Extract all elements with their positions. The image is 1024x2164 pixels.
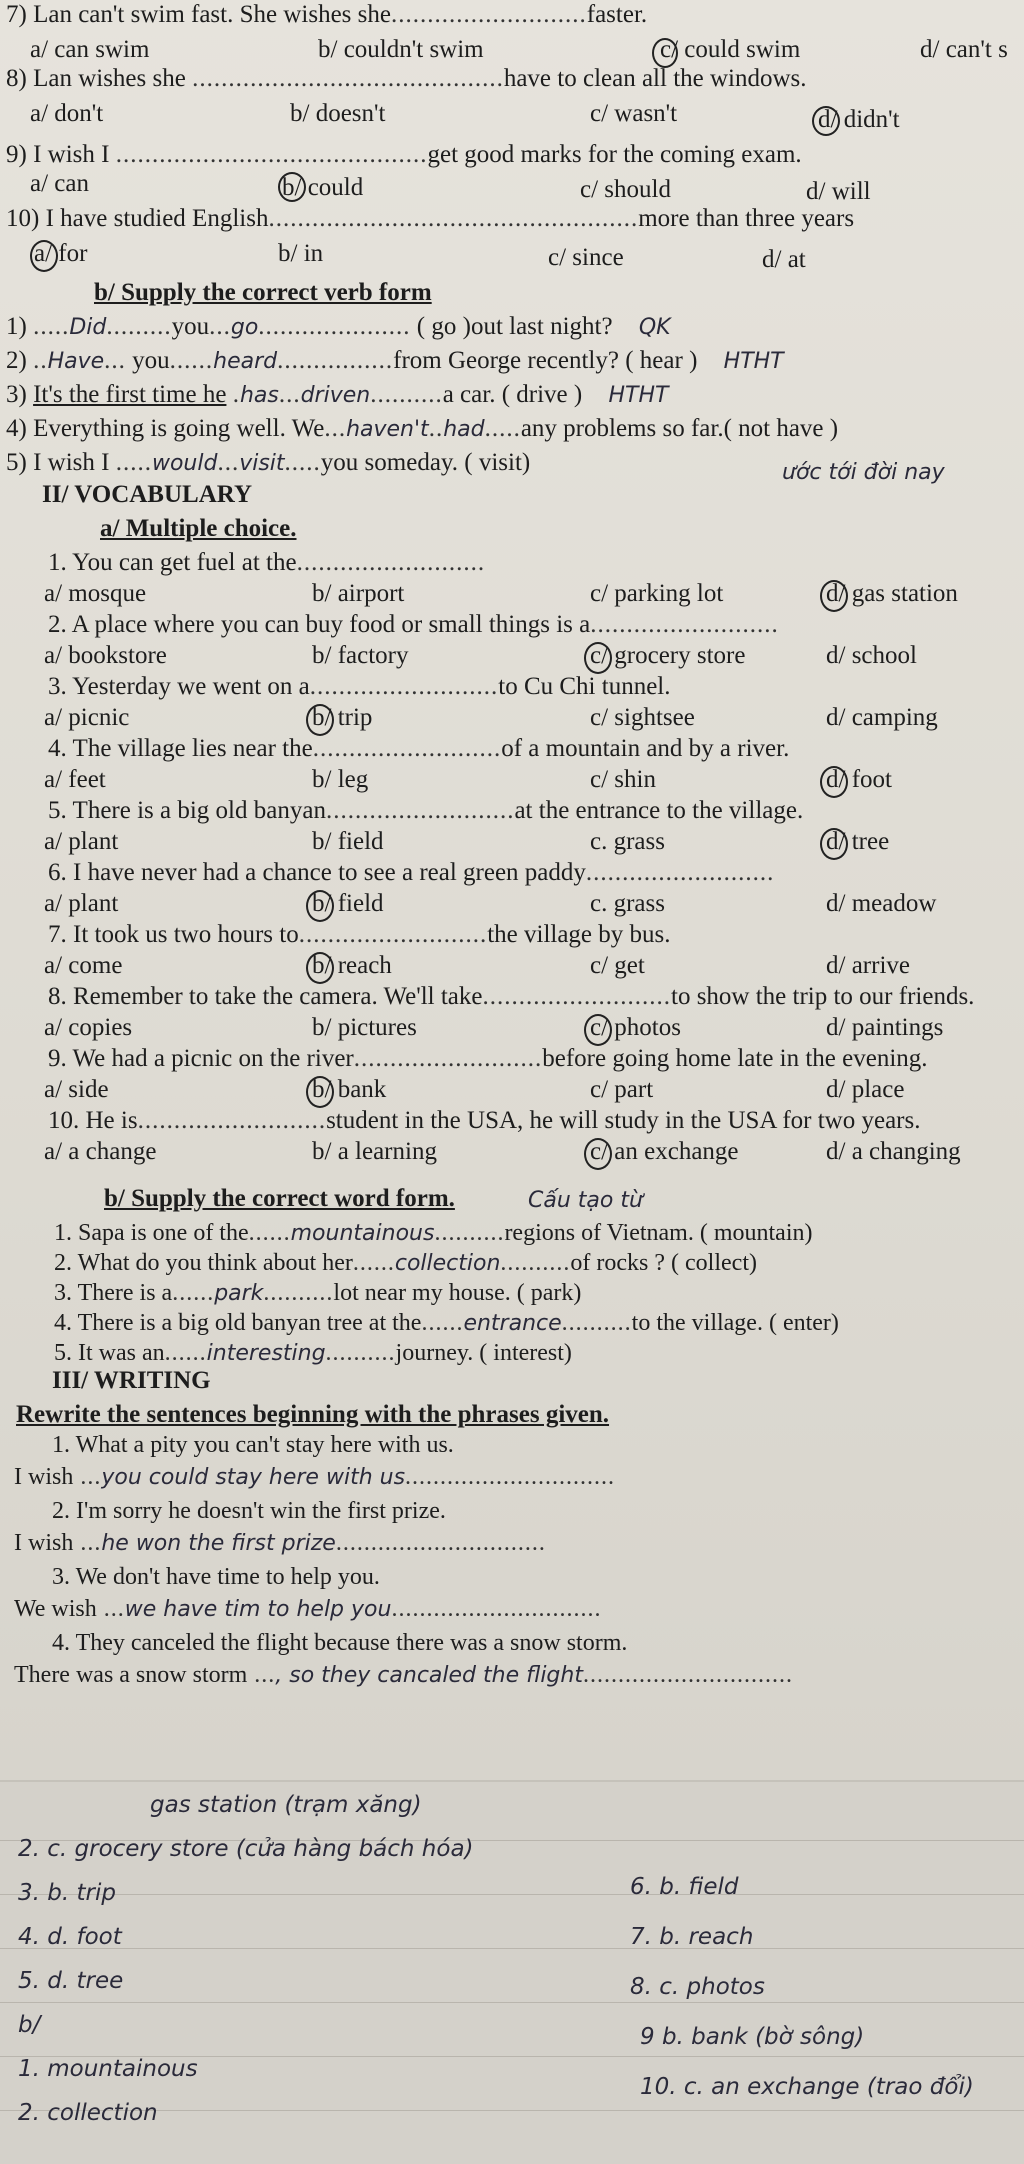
verb-item: 4) Everything is going well. We...haven't..had.....any problems so far.( not have ): [6, 415, 839, 442]
answer-blank: ..........................: [325, 797, 515, 824]
mc-question: [48, 982, 974, 1012]
answer-blank: ..........: [500, 1250, 571, 1276]
answer-blank: ..............................: [335, 1530, 546, 1556]
option-a: a/ feet: [44, 766, 106, 793]
rewrite-prompt: 4. They canceled the flight because there was a snow storm.: [52, 1630, 628, 1656]
handwritten-note: Cấu tạo từ: [528, 1188, 643, 1213]
handwritten-answer: haven't: [346, 417, 429, 442]
handwritten-answer: mountainous: [290, 1221, 435, 1246]
handwritten-notes-paper: [0, 1780, 1024, 2164]
option-d: d/ didn't: [818, 106, 900, 133]
handwritten-answer: Did: [69, 315, 107, 340]
rewrite-prompt: 1. What a pity you can't stay here with us.: [52, 1432, 454, 1458]
option-c: c/ photos: [590, 1014, 681, 1041]
option-b: b/ could: [282, 174, 364, 201]
answer-blank: ...: [73, 1464, 102, 1490]
answer-circle: [306, 952, 334, 984]
question-stem: 3. Yesterday we went on a: [48, 673, 310, 700]
answer-circle: [584, 642, 612, 674]
question-stem: 1. Sapa is one of the: [54, 1220, 249, 1246]
note-line: 5. d. tree: [18, 1968, 124, 1994]
option-d: d/ gas station: [826, 580, 958, 607]
option-c: c/ sightsee: [590, 704, 695, 731]
option-a: a/ mosque: [44, 580, 147, 607]
answer-blank: ..........................: [590, 611, 779, 638]
option-d: d/ tree: [826, 828, 890, 855]
question-stem: 3. There is a: [54, 1280, 173, 1306]
question-end: journey. ( interest): [395, 1340, 572, 1366]
section-title: a/ Multiple choice.: [100, 515, 297, 542]
answer-blank: ..........: [561, 1310, 632, 1336]
verb-item: 1) .....Did.........you...go..................... ( go )out last night? QK: [6, 313, 671, 340]
handwritten-answer: entrance: [463, 1311, 562, 1336]
note-line: gas station (trạm xăng): [150, 1792, 422, 1818]
option-d: d/ camping: [826, 704, 938, 731]
option-d: d/ place: [826, 1076, 905, 1103]
section-title: b/ Supply the correct word form.: [104, 1185, 455, 1212]
question-end: regions of Vietnam. ( mountain): [504, 1220, 813, 1246]
handwritten-note: HTHT: [608, 383, 669, 408]
question-end: to Cu Chi tunnel.: [498, 673, 671, 700]
mc-question: [48, 610, 779, 640]
option-b: b/ doesn't: [290, 100, 386, 127]
answer-circle: [306, 704, 334, 736]
rewrite-answer: [14, 1660, 793, 1691]
answer-start: I wish: [14, 1530, 74, 1556]
section-heading: III/ WRITING: [52, 1367, 211, 1394]
option-c: c. grass: [590, 828, 665, 855]
option-c: c. grass: [590, 890, 665, 917]
word-form-item: [54, 1278, 581, 1309]
option-c: c/ could swim: [660, 36, 801, 63]
note-line: 8. c. photos: [630, 1974, 765, 2000]
answer-circle: [584, 1014, 612, 1046]
option-d: d/ at: [762, 246, 806, 273]
question-end: student in the USA, he will study in the USA for two years.: [326, 1107, 921, 1134]
option-a: a/ a change: [44, 1138, 157, 1165]
answer-blank: ..........................: [309, 673, 499, 700]
answer-circle: [278, 172, 306, 202]
mc-question: [48, 920, 671, 950]
question-stem: 10. He is: [48, 1107, 138, 1134]
question-end: the village by bus.: [487, 921, 671, 948]
section-heading: II/ VOCABULARY: [42, 481, 252, 508]
question-stem: 2. A place where you can buy food or small things is a: [48, 611, 591, 638]
option-a: a/ for: [34, 240, 88, 267]
handwritten-answer: has: [239, 383, 279, 408]
answer-blank: ......: [248, 1220, 291, 1246]
handwritten-answer: visit: [239, 451, 285, 476]
answer-start: There was a snow storm: [14, 1662, 248, 1688]
note-line: 2. collection: [18, 2100, 158, 2126]
rewrite-answer: [14, 1462, 615, 1493]
option-a: a/ can: [30, 170, 89, 197]
answer-blank: ......: [421, 1310, 464, 1336]
note-line: 6. b. field: [630, 1874, 739, 1900]
option-a: a/ come: [44, 952, 123, 979]
option-b: b/ a learning: [312, 1138, 437, 1165]
answer-circle: [812, 106, 840, 136]
option-c: c/ should: [580, 176, 671, 203]
answer-blank: ..........: [325, 1340, 396, 1366]
answer-blank: ..........................: [585, 859, 775, 886]
handwritten-answer: , so they cancaled the flight: [275, 1663, 583, 1688]
answer-blank: ..........................: [137, 1107, 327, 1134]
option-b: b/ leg: [312, 766, 369, 793]
answer-circle: [306, 1076, 334, 1108]
option-a: a/ side: [44, 1076, 109, 1103]
handwritten-answer: he won the first prize: [101, 1531, 336, 1556]
answer-circle: [30, 240, 58, 272]
answer-blank: ......: [352, 1250, 395, 1276]
option-a: a/ bookstore: [44, 642, 167, 669]
answer-start: I wish: [14, 1464, 74, 1490]
option-c: c/ since: [548, 244, 624, 271]
rewrite-prompt: 3. We don't have time to help you.: [52, 1564, 380, 1590]
note-line: 1. mountainous: [18, 2056, 198, 2082]
option-d: d/ can't s: [920, 36, 1008, 63]
question-stem: 5. It was an: [54, 1340, 165, 1366]
option-c: c/ part: [590, 1076, 654, 1103]
note-line: 3. b. trip: [18, 1880, 116, 1906]
option-a: a/ plant: [44, 890, 119, 917]
answer-circle: [820, 766, 848, 798]
handwritten-answer: had: [443, 417, 485, 442]
answer-blank: ..........................: [312, 735, 502, 762]
option-a: a/ copies: [44, 1014, 133, 1041]
mc-question: [48, 734, 789, 764]
answer-blank: ..........................: [353, 1045, 543, 1072]
answer-start: We wish: [14, 1596, 97, 1622]
question-end: to show the trip to our friends.: [671, 983, 975, 1010]
answer-blank: ...: [247, 1662, 276, 1688]
option-a: a/ picnic: [44, 704, 130, 731]
question-stem: 4. There is a big old banyan tree at the: [54, 1310, 422, 1336]
option-b: b/ couldn't swim: [318, 36, 484, 63]
rewrite-answer: [14, 1594, 601, 1625]
verb-item: 3) It's the first time he .has...driven..........a car. ( drive ) HTHT: [6, 381, 669, 408]
question-8: 8) Lan wishes she ...........................................have to clean all the windows.: [6, 65, 807, 92]
note-line: 9 b. bank (bờ sông): [640, 2024, 865, 2050]
question-end: of a mountain and by a river.: [501, 735, 790, 762]
handwritten-answer: driven: [300, 383, 371, 408]
answer-blank: ..........: [434, 1220, 505, 1246]
handwritten-note: QK: [638, 315, 671, 340]
question-end: at the entrance to the village.: [514, 797, 804, 824]
option-d: d/ a changing: [826, 1138, 961, 1165]
option-b: b/ factory: [312, 642, 409, 669]
answer-blank: ..............................: [391, 1596, 602, 1622]
question-end: to the village. ( enter): [631, 1310, 839, 1336]
option-b: b/ field: [312, 828, 384, 855]
option-c: c/ grocery store: [590, 642, 746, 669]
handwritten-answer: heard: [213, 349, 278, 374]
option-d: d/ arrive: [826, 952, 910, 979]
word-form-item: [54, 1308, 839, 1339]
question-stem: 2. What do you think about her: [54, 1250, 353, 1276]
verb-item: 5) I wish I .....would...visit.....you someday. ( visit): [6, 449, 531, 476]
handwritten-answer: park: [214, 1281, 264, 1306]
handwritten-answer: Have: [47, 349, 105, 374]
option-b: b/ field: [312, 890, 384, 917]
answer-circle: [820, 580, 848, 612]
note-line: 10. c. an exchange (trao đổi): [640, 2074, 974, 2100]
answer-circle: [584, 1138, 612, 1170]
word-form-item: [54, 1338, 572, 1369]
handwritten-answer: you could stay here with us: [101, 1465, 406, 1490]
option-c: c/ get: [590, 952, 645, 979]
note-line: b/: [18, 2012, 41, 2038]
mc-question: [48, 1044, 928, 1074]
handwritten-note: HTHT: [723, 349, 784, 374]
word-form-item: [54, 1218, 813, 1249]
option-a: a/ don't: [30, 100, 104, 127]
answer-circle: [306, 890, 334, 922]
question-stem: 7) Lan can't swim fast. She wishes she: [6, 1, 391, 28]
question-end: before going home late in the evening.: [542, 1045, 928, 1072]
question-stem: 8. Remember to take the camera. We'll take: [48, 983, 483, 1010]
mc-question: [48, 796, 803, 826]
answer-blank: ..........: [263, 1280, 334, 1306]
answer-blank: ..............................: [405, 1464, 616, 1490]
option-d: d/ paintings: [826, 1014, 944, 1041]
note-line: 7. b. reach: [630, 1924, 754, 1950]
handwritten-answer: would: [151, 451, 218, 476]
handwritten-answer: collection: [394, 1251, 501, 1276]
handwritten-answer: we have tim to help you: [124, 1597, 392, 1622]
option-c: c/ shin: [590, 766, 656, 793]
handwritten-note: ước tới đời nay: [782, 460, 945, 485]
answer-blank: ......: [164, 1340, 207, 1366]
question-stem: 7. It took us two hours to: [48, 921, 299, 948]
question-stem: 4. The village lies near the: [48, 735, 313, 762]
answer-circle: [820, 828, 848, 860]
question-9: 9) I wish I ...........................................get good marks for the coming exam.: [6, 141, 802, 168]
option-d: d/ will: [806, 178, 871, 205]
handwritten-answer: go: [230, 315, 259, 340]
question-10: 10) I have studied English...................................................more than three years: [6, 205, 855, 232]
question-stem: 9. We had a picnic on the river: [48, 1045, 354, 1072]
question-stem: 5. There is a big old banyan: [48, 797, 326, 824]
question-stem: 1. You can get fuel at the: [48, 549, 297, 576]
option-b: b/ reach: [312, 952, 392, 979]
answer-blank: ..........................: [298, 921, 488, 948]
answer-blank: ..........................: [296, 549, 486, 576]
option-d: d/ meadow: [826, 890, 937, 917]
answer-blank: ...: [73, 1530, 102, 1556]
option-d: d/ foot: [826, 766, 892, 793]
question-end: faster.: [586, 1, 648, 28]
question-stem: 6. I have never had a chance to see a real green paddy: [48, 859, 586, 886]
section-title: b/ Supply the correct verb form: [94, 279, 432, 306]
answer-blank: ..............................: [582, 1662, 793, 1688]
answer-blank: ..........................: [482, 983, 671, 1010]
section-title: Rewrite the sentences beginning with the phrases given.: [16, 1401, 610, 1428]
answer-blank: ......: [172, 1280, 215, 1306]
handwritten-answer: interesting: [206, 1341, 326, 1366]
verb-item: 2) ..Have... you......heard................from George recently? ( hear ) HTHT: [6, 347, 784, 374]
option-d: d/ school: [826, 642, 917, 669]
option-b: b/ trip: [312, 704, 373, 731]
option-c: c/ parking lot: [590, 580, 724, 607]
rewrite-answer: [14, 1528, 546, 1559]
option-c: c/ an exchange: [590, 1138, 739, 1165]
word-form-item: [54, 1248, 757, 1279]
question-7: 7) Lan can't swim fast. She wishes she...........................faster.: [6, 1, 648, 28]
option-b: b/ pictures: [312, 1014, 417, 1041]
mc-question: [48, 858, 774, 888]
mc-question: [48, 548, 485, 578]
note-line: 2. c. grocery store (cửa hàng bách hóa): [18, 1836, 474, 1862]
option-a: a/ plant: [44, 828, 119, 855]
rewrite-prompt: 2. I'm sorry he doesn't win the first prize.: [52, 1498, 446, 1524]
mc-question: [48, 1106, 920, 1136]
answer-blank: ...: [96, 1596, 125, 1622]
question-end: lot near my house. ( park): [333, 1280, 582, 1306]
mc-question: [48, 672, 671, 702]
option-a: a/ can swim: [30, 36, 150, 63]
question-end: of rocks ? ( collect): [570, 1250, 757, 1276]
note-line: 4. d. foot: [18, 1924, 122, 1950]
option-b: b/ bank: [312, 1076, 387, 1103]
option-c: c/ wasn't: [590, 100, 678, 127]
option-b: b/ in: [278, 240, 324, 267]
option-b: b/ airport: [312, 580, 405, 607]
